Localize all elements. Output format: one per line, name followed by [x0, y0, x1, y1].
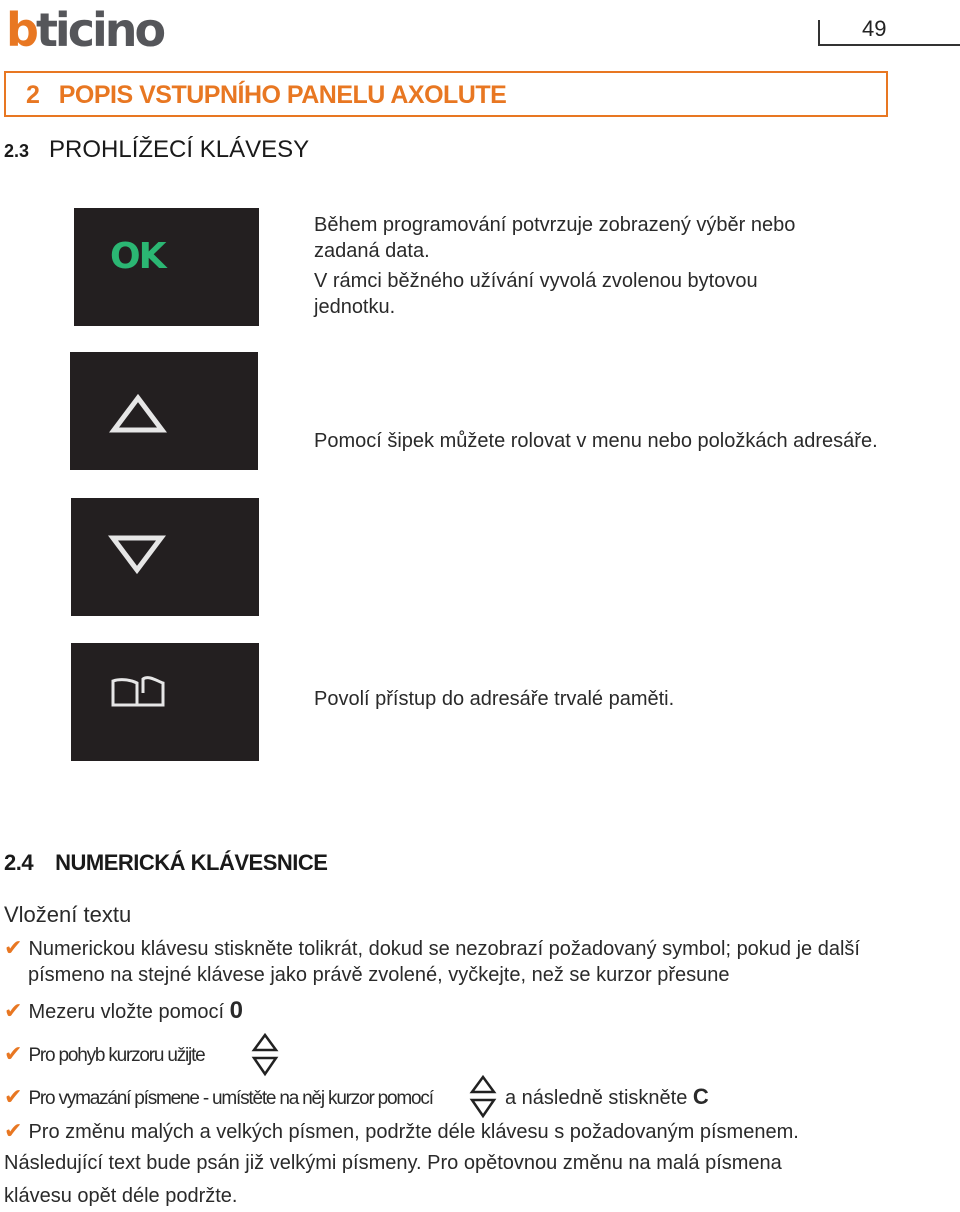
- bullet-numeric-key: ✔ Numerickou klávesu stiskněte tolikrát, dokud se nezobrazí požadovaný symbol; pokud je další: [4, 935, 860, 960]
- section-2-3-heading: [4, 136, 309, 164]
- up-arrow-icon: [108, 392, 168, 436]
- check-icon: ✔: [4, 998, 23, 1023]
- ok-key: [74, 208, 259, 326]
- page-number-bracket: [818, 20, 960, 46]
- ok-description: Během programování potvrzuje zobrazený výběr nebo zadaná data. V rámci běžného užívání vyvolá zvolenou bytovou jednotku.: [314, 214, 796, 318]
- bullet-space: ✔ Mezeru vložte pomocí 0: [4, 997, 243, 1024]
- section-2-4-heading: [4, 850, 327, 876]
- bullet-numeric-key-cont: písmeno na stejné klávese jako právě zvolené, vyčkejte, než se kurzor přesune: [28, 964, 730, 986]
- check-icon: ✔: [4, 1084, 23, 1109]
- check-icon: ✔: [4, 1041, 23, 1066]
- c-key-label: C: [692, 1084, 709, 1109]
- directory-description: Povolí přístup do adresáře trvalé paměti.: [314, 688, 675, 710]
- bullet-cursor-move: ✔ Pro pohyb kurzoru užijte: [4, 1041, 205, 1066]
- bullet-case-switch: ✔ Pro změnu malých a velkých písmen, podržte déle klávesu s požadovaným písmenem.: [4, 1118, 799, 1143]
- up-down-arrows-icon: [468, 1074, 498, 1120]
- down-key: [71, 498, 259, 616]
- case-switch-cont-2: klávesu opět déle podržte.: [4, 1185, 238, 1207]
- section-title: NUMERICKÁ KLÁVESNICE: [55, 850, 328, 875]
- section-number: 2.3: [4, 141, 30, 161]
- bullet-delete-letter-cont: a následně stiskněte C: [505, 1084, 709, 1109]
- case-switch-cont-1: Následující text bude psán již velkými písmeny. Pro opětovnou změnu na malá písmena: [4, 1152, 782, 1174]
- directory-key: [71, 643, 259, 761]
- up-down-arrows-icon: [250, 1032, 280, 1078]
- chapter-title: 2 POPIS VSTUPNÍHO PANELU AXOLUTE: [26, 81, 507, 109]
- bticino-logo: bticino: [6, 3, 164, 57]
- section-title: PROHLÍŽECÍ KLÁVESY: [49, 136, 310, 163]
- book-icon: [109, 673, 169, 713]
- down-arrow-icon: [107, 532, 167, 576]
- section-number: 2.4: [4, 850, 34, 875]
- arrows-description: Pomocí šipek můžete rolovat v menu nebo položkách adresáře.: [314, 430, 878, 452]
- check-icon: ✔: [4, 1118, 23, 1143]
- check-icon: ✔: [4, 935, 23, 960]
- up-key: [70, 352, 258, 470]
- text-entry-subtitle: Vložení textu: [4, 902, 132, 927]
- zero-key-label: 0: [229, 997, 243, 1024]
- chapter-heading-box: [4, 71, 888, 117]
- ok-icon: OK: [110, 236, 165, 277]
- page-number: 49: [862, 16, 887, 41]
- bullet-delete-letter: ✔ Pro vymazání písmene - umístěte na něj kurzor pomocí: [4, 1084, 433, 1109]
